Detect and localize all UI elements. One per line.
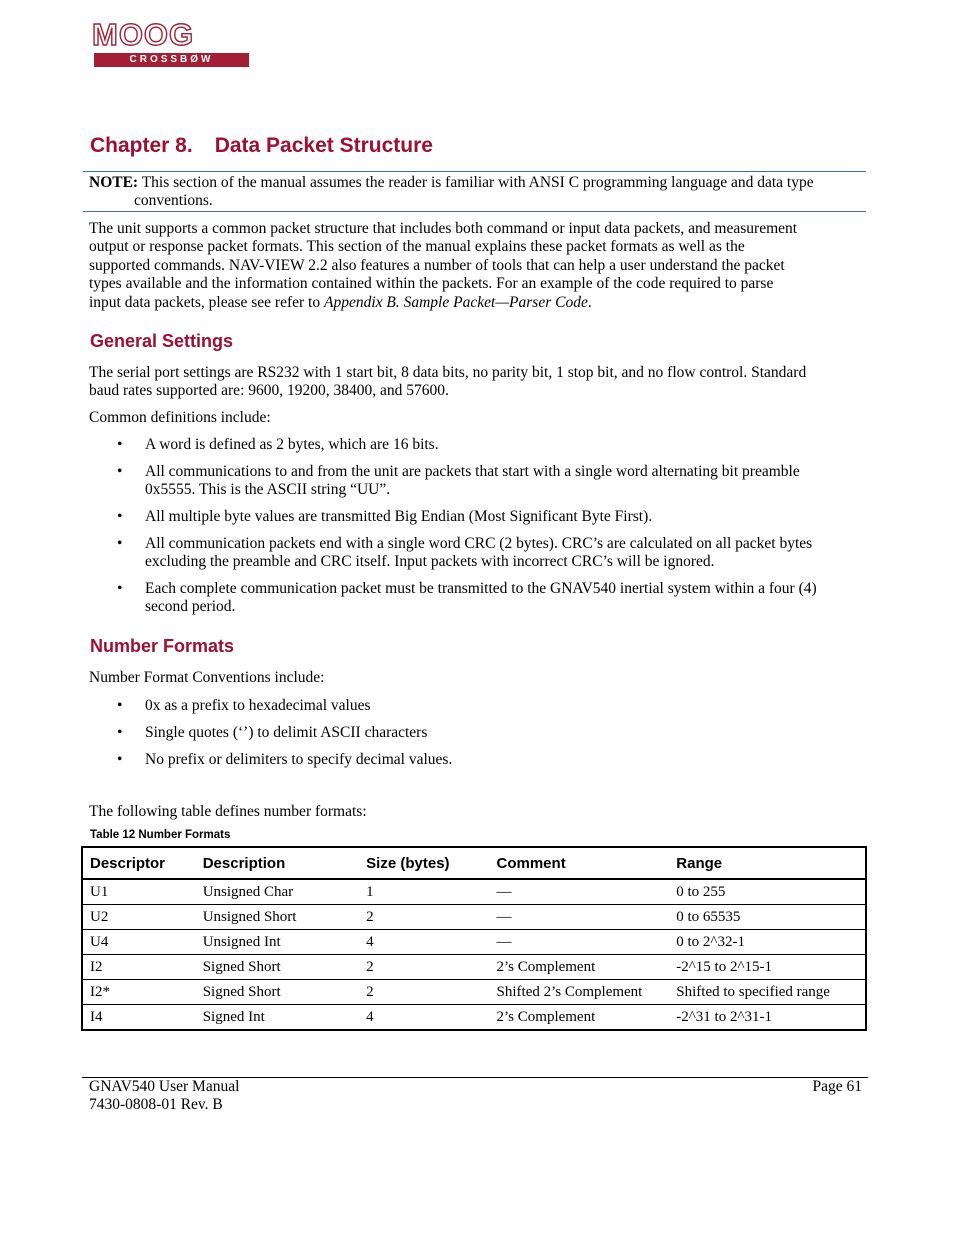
table-cell: Signed Int xyxy=(202,1008,265,1025)
table-cell: Signed Short xyxy=(196,955,359,980)
note-text-2: conventions. xyxy=(134,192,213,209)
chapter-title xyxy=(90,134,433,158)
table-row xyxy=(82,930,866,955)
intro-line: The unit supports a common packet structure that includes both command or input data packets, and measurement xyxy=(89,220,798,237)
table-cell: — xyxy=(490,905,670,930)
moog-crossbow-logo xyxy=(92,17,249,68)
list-item-text: excluding the preamble and CRC itself. Input packets with incorrect CRC’s will be ignored. xyxy=(145,553,715,571)
table-caption: Table 12 Number Formats xyxy=(90,829,231,841)
table-cell: Unsigned Short xyxy=(196,905,359,930)
table-cell: Shifted to specified range xyxy=(669,980,866,1005)
column-header: Comment xyxy=(490,847,670,879)
list-item-text: Single quotes (‘’) to delimit ASCII characters xyxy=(145,724,428,741)
bullet-icon: • xyxy=(117,436,123,453)
table-intro: The following table defines number formats: xyxy=(89,803,367,820)
list-item-text: All communications to and from the unit are packets that start with a single word alternating bit preamble xyxy=(145,463,800,480)
table-cell: Shifted 2’s Complement xyxy=(490,980,670,1005)
intro-line-last xyxy=(89,294,869,312)
table-cell: I2* xyxy=(82,980,196,1005)
list-item-text: No prefix or delimiters to specify decimal values. xyxy=(145,751,453,768)
list-item-text: A word is defined as 2 bytes, which are 16 bits. xyxy=(145,436,439,453)
table-cell: 2 xyxy=(359,905,489,930)
table-cell: -2^15 to 2^15-1 xyxy=(669,955,866,980)
serial-settings-paragraph xyxy=(89,364,869,401)
table-cell: 0 to 255 xyxy=(669,879,866,905)
bullet-icon: • xyxy=(117,580,123,597)
column-header: Descriptor xyxy=(82,847,196,879)
table-cell: U4 xyxy=(82,930,196,955)
list-item-text: 0x as a prefix to hexadecimal values xyxy=(145,697,371,714)
table-cell: Unsigned Char xyxy=(196,879,359,905)
appendix-reference: Appendix B. Sample Packet—Parser Code xyxy=(323,293,588,311)
table-cell: 1 xyxy=(359,879,489,905)
table-row xyxy=(82,879,866,905)
table-row xyxy=(82,980,866,1005)
intro-line: output or response packet formats. This section of the manual explains these packet formats as well as the xyxy=(89,238,745,256)
table-row xyxy=(82,1005,866,1031)
note-label: NOTE: xyxy=(89,174,139,191)
bullet-icon: • xyxy=(117,724,123,741)
table-cell: — xyxy=(490,930,670,955)
number-formats-intro: Number Format Conventions include: xyxy=(89,669,325,686)
intro-last-suffix: . xyxy=(587,293,592,311)
note-text-1: This section of the manual assumes the reader is familiar with ANSI C programming language and data type xyxy=(141,174,814,191)
footer-doc-number: 7430-0808-01 Rev. B xyxy=(89,1096,223,1114)
table-cell: U2 xyxy=(82,905,196,930)
logo-brand-text: MOOG xyxy=(92,17,195,52)
list-item-text: 0x5555. This is the ASCII string “UU”. xyxy=(145,481,391,499)
bullet-icon: • xyxy=(117,535,123,552)
list-item-text: All multiple byte values are transmitted Big Endian (Most Significant Byte First). xyxy=(145,508,653,525)
bullet-icon: • xyxy=(117,508,123,525)
common-definitions-intro: Common definitions include: xyxy=(89,409,271,426)
bullet-icon: • xyxy=(117,697,123,714)
bullet-icon: • xyxy=(117,751,123,768)
table-cell: I4 xyxy=(90,1008,103,1025)
bullet-icon: • xyxy=(117,463,123,480)
chapter-name: Data Packet Structure xyxy=(214,134,433,157)
table-cell: 4 xyxy=(366,1008,374,1025)
serial-line: The serial port settings are RS232 with 1 start bit, 8 data bits, no parity bit, 1 stop bit, and no flow control. Standard xyxy=(89,364,807,381)
table-cell: Signed Short xyxy=(196,980,359,1005)
column-header: Size (bytes) xyxy=(359,847,489,879)
column-header: Description xyxy=(196,847,359,879)
table-cell: Unsigned Int xyxy=(196,930,359,955)
table-header-row xyxy=(82,847,866,879)
note-line-1 xyxy=(89,174,814,192)
intro-paragraph xyxy=(89,220,869,312)
table-row xyxy=(82,955,866,980)
column-header: Range xyxy=(669,847,866,879)
table-cell: I2 xyxy=(82,955,196,980)
table-cell: 2’s Complement xyxy=(490,955,670,980)
table-cell: 4 xyxy=(359,930,489,955)
table-cell: U1 xyxy=(82,879,196,905)
list-item-text: second period. xyxy=(145,598,236,616)
chapter-number: Chapter 8. xyxy=(90,134,193,157)
list-item-text: All communication packets end with a single word CRC (2 bytes). CRC’s are calculated on all packet bytes xyxy=(145,535,813,552)
list-item-text: Each complete communication packet must be transmitted to the GNAV540 inertial system within a four (4) xyxy=(145,580,817,597)
table-cell: — xyxy=(490,879,670,905)
logo-sub-text: CROSSBØW xyxy=(94,53,249,67)
table-cell: -2^31 to 2^31-1 xyxy=(676,1008,773,1025)
serial-line: baud rates supported are: 9600, 19200, 38400, and 57600. xyxy=(89,382,449,400)
footer-page-number: Page 61 xyxy=(812,1078,862,1095)
table-cell: 2 xyxy=(359,980,489,1005)
table-row xyxy=(82,905,866,930)
number-formats-heading: Number Formats xyxy=(90,636,235,656)
intro-line: types available and the information contained within the packets. For an example of the code required to parse xyxy=(89,275,774,293)
table-cell: 0 to 2^32-1 xyxy=(669,930,866,955)
table-cell: 2 xyxy=(359,955,489,980)
general-settings-heading: General Settings xyxy=(90,331,234,351)
table-cell: 2’s Complement xyxy=(496,1008,596,1025)
footer-document-info xyxy=(89,1078,239,1115)
footer-doc-title: GNAV540 User Manual xyxy=(89,1078,240,1095)
note-box xyxy=(83,171,866,212)
intro-last-prefix: input data packets, please see refer to xyxy=(89,293,324,311)
table-cell: 0 to 65535 xyxy=(669,905,866,930)
intro-line: supported commands. NAV-VIEW 2.2 also features a number of tools that can help a user understand the packet xyxy=(89,256,785,274)
number-formats-table xyxy=(81,846,867,1031)
